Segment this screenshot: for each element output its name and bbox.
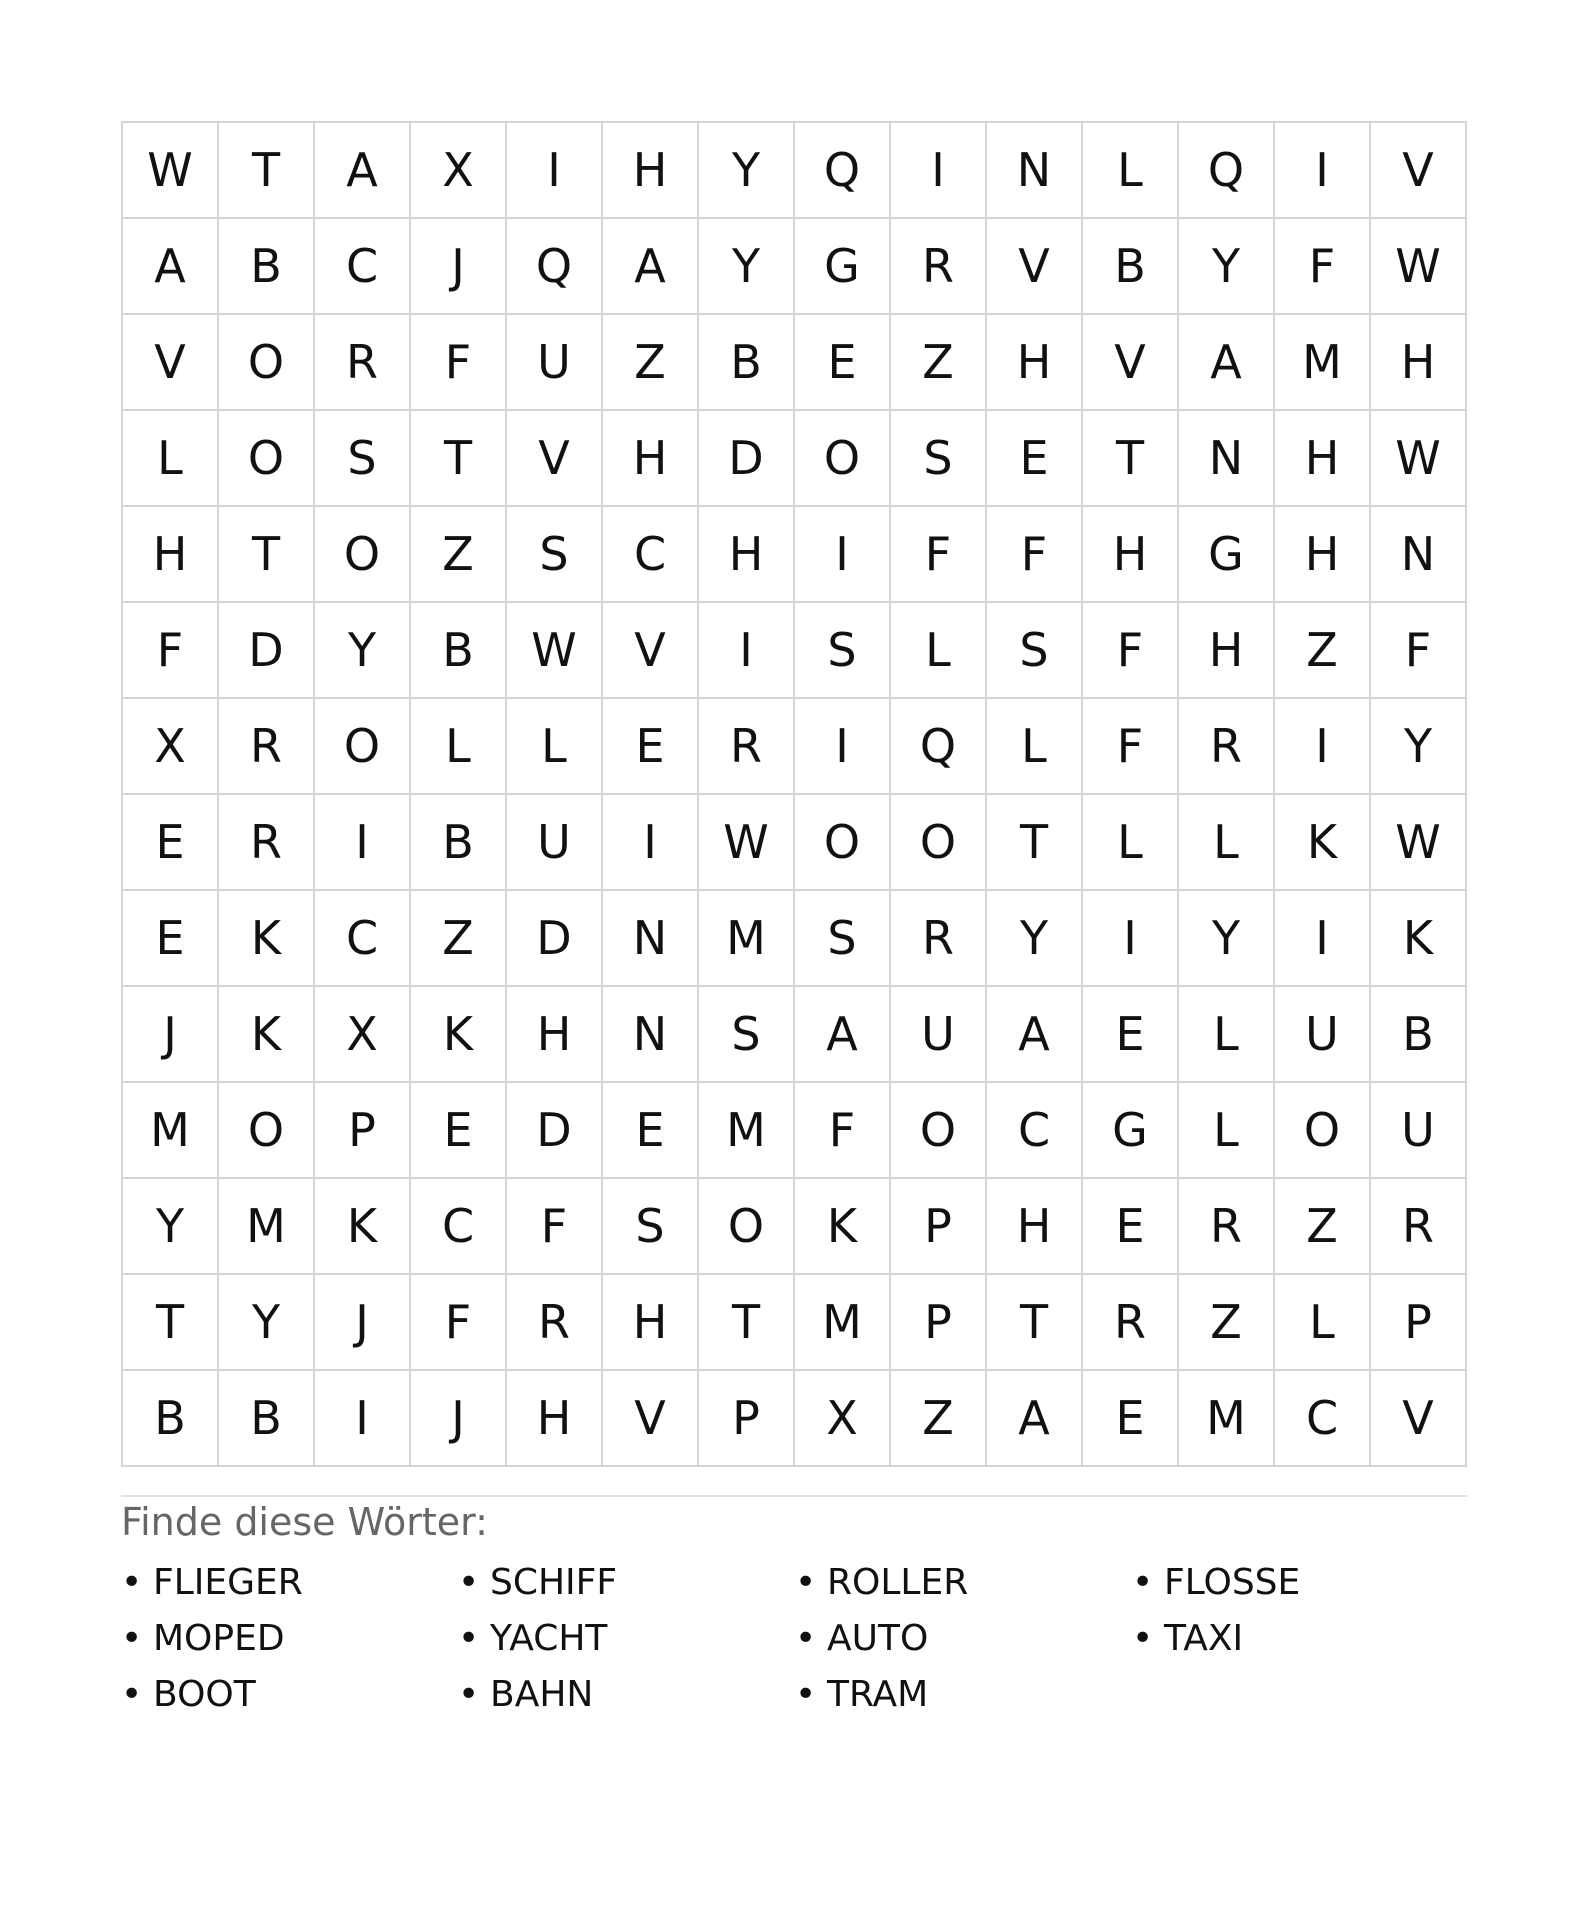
grid-cell[interactable]: M bbox=[795, 1275, 891, 1371]
grid-cell[interactable]: E bbox=[1083, 987, 1179, 1083]
grid-cell[interactable]: C bbox=[411, 1179, 507, 1275]
grid-cell[interactable]: W bbox=[1371, 219, 1467, 315]
grid-cell[interactable]: I bbox=[315, 795, 411, 891]
grid-cell[interactable]: O bbox=[315, 699, 411, 795]
grid-cell[interactable]: Y bbox=[699, 123, 795, 219]
grid-cell[interactable]: N bbox=[603, 891, 699, 987]
grid-cell[interactable]: R bbox=[891, 891, 987, 987]
grid-cell[interactable]: E bbox=[411, 1083, 507, 1179]
grid-cell[interactable]: P bbox=[891, 1275, 987, 1371]
grid-cell[interactable]: E bbox=[123, 891, 219, 987]
grid-cell[interactable]: W bbox=[1371, 411, 1467, 507]
grid-cell[interactable]: J bbox=[411, 219, 507, 315]
grid-cell[interactable]: C bbox=[315, 219, 411, 315]
grid-cell[interactable]: Z bbox=[891, 315, 987, 411]
grid-cell[interactable]: C bbox=[603, 507, 699, 603]
word-label: AUTO bbox=[827, 1618, 929, 1659]
grid-cell[interactable]: Y bbox=[219, 1275, 315, 1371]
grid-cell[interactable]: Q bbox=[1179, 123, 1275, 219]
grid-cell[interactable]: A bbox=[795, 987, 891, 1083]
grid-cell[interactable]: F bbox=[507, 1179, 603, 1275]
grid-cell[interactable]: K bbox=[219, 891, 315, 987]
grid-cell[interactable]: O bbox=[1275, 1083, 1371, 1179]
grid-cell[interactable]: I bbox=[315, 1371, 411, 1467]
word-list-item bbox=[121, 1555, 458, 1611]
grid-cell[interactable]: T bbox=[123, 1275, 219, 1371]
grid-cell[interactable]: S bbox=[795, 891, 891, 987]
grid-cell[interactable]: A bbox=[123, 219, 219, 315]
grid-cell[interactable]: N bbox=[1179, 411, 1275, 507]
grid-cell[interactable]: Y bbox=[1179, 891, 1275, 987]
grid-cell[interactable]: E bbox=[987, 411, 1083, 507]
grid-cell[interactable]: I bbox=[603, 795, 699, 891]
grid-cell[interactable]: M bbox=[123, 1083, 219, 1179]
grid-cell[interactable]: K bbox=[315, 1179, 411, 1275]
grid-cell[interactable]: S bbox=[699, 987, 795, 1083]
grid-cell[interactable]: I bbox=[1083, 891, 1179, 987]
word-list-item bbox=[1132, 1611, 1467, 1667]
grid-cell[interactable]: O bbox=[795, 411, 891, 507]
grid-cell[interactable]: H bbox=[603, 1275, 699, 1371]
grid-cell[interactable]: I bbox=[795, 507, 891, 603]
grid-cell[interactable]: I bbox=[1275, 891, 1371, 987]
grid-cell[interactable]: C bbox=[987, 1083, 1083, 1179]
grid-cell[interactable]: L bbox=[1083, 795, 1179, 891]
grid-cell[interactable]: V bbox=[1371, 123, 1467, 219]
bullet-icon: • bbox=[1132, 1562, 1154, 1603]
grid-cell[interactable]: X bbox=[315, 987, 411, 1083]
grid-cell[interactable]: U bbox=[507, 315, 603, 411]
grid-cell[interactable]: F bbox=[795, 1083, 891, 1179]
grid-cell[interactable]: T bbox=[219, 507, 315, 603]
grid-cell[interactable]: L bbox=[1179, 795, 1275, 891]
grid-cell[interactable]: O bbox=[219, 1083, 315, 1179]
grid-cell[interactable]: H bbox=[987, 315, 1083, 411]
grid-cell[interactable]: N bbox=[603, 987, 699, 1083]
grid-cell[interactable]: E bbox=[1083, 1179, 1179, 1275]
grid-cell[interactable]: R bbox=[507, 1275, 603, 1371]
grid-cell[interactable]: O bbox=[219, 315, 315, 411]
grid-cell[interactable]: I bbox=[891, 123, 987, 219]
grid-cell[interactable]: G bbox=[795, 219, 891, 315]
grid-cell[interactable]: A bbox=[315, 123, 411, 219]
grid-cell[interactable]: U bbox=[1275, 987, 1371, 1083]
word-label: TRAM bbox=[827, 1674, 929, 1715]
grid-cell[interactable]: T bbox=[219, 123, 315, 219]
grid-cell[interactable]: S bbox=[891, 411, 987, 507]
grid-cell[interactable]: H bbox=[507, 1371, 603, 1467]
word-list-item bbox=[458, 1667, 795, 1723]
grid-cell[interactable]: H bbox=[1083, 507, 1179, 603]
grid-cell[interactable]: L bbox=[1083, 123, 1179, 219]
grid-cell[interactable]: S bbox=[603, 1179, 699, 1275]
grid-cell[interactable]: L bbox=[1179, 987, 1275, 1083]
grid-cell[interactable]: A bbox=[1179, 315, 1275, 411]
grid-cell[interactable]: F bbox=[123, 603, 219, 699]
bullet-icon: • bbox=[795, 1562, 817, 1603]
grid-cell[interactable]: H bbox=[603, 123, 699, 219]
grid-cell[interactable]: Y bbox=[699, 219, 795, 315]
grid-cell[interactable]: R bbox=[1371, 1179, 1467, 1275]
grid-cell[interactable]: E bbox=[603, 699, 699, 795]
word-list bbox=[121, 1555, 1467, 1723]
grid-cell[interactable]: F bbox=[891, 507, 987, 603]
grid-cell[interactable]: L bbox=[1275, 1275, 1371, 1371]
grid-cell[interactable]: O bbox=[219, 411, 315, 507]
grid-cell[interactable]: H bbox=[603, 411, 699, 507]
grid-cell[interactable]: V bbox=[1083, 315, 1179, 411]
grid-cell[interactable]: H bbox=[699, 507, 795, 603]
grid-cell[interactable]: B bbox=[219, 219, 315, 315]
grid-cell[interactable]: C bbox=[1275, 1371, 1371, 1467]
word-label: FLOSSE bbox=[1164, 1562, 1301, 1603]
grid-cell[interactable]: E bbox=[603, 1083, 699, 1179]
grid-cell[interactable]: A bbox=[603, 219, 699, 315]
grid-cell[interactable]: U bbox=[507, 795, 603, 891]
grid-cell[interactable]: L bbox=[411, 699, 507, 795]
grid-cell[interactable]: P bbox=[1371, 1275, 1467, 1371]
grid-cell[interactable]: R bbox=[891, 219, 987, 315]
grid-cell[interactable]: V bbox=[603, 603, 699, 699]
grid-cell[interactable]: F bbox=[1083, 699, 1179, 795]
grid-cell[interactable]: U bbox=[1371, 1083, 1467, 1179]
grid-cell[interactable]: K bbox=[1275, 795, 1371, 891]
grid-cell[interactable]: V bbox=[987, 219, 1083, 315]
grid-cell[interactable]: H bbox=[123, 507, 219, 603]
grid-cell[interactable]: T bbox=[987, 795, 1083, 891]
grid-cell[interactable]: T bbox=[411, 411, 507, 507]
word-label: BAHN bbox=[490, 1674, 594, 1715]
grid-cell[interactable]: R bbox=[219, 795, 315, 891]
grid-cell[interactable]: I bbox=[795, 699, 891, 795]
grid-cell[interactable]: G bbox=[1083, 1083, 1179, 1179]
word-label: YACHT bbox=[490, 1618, 608, 1659]
grid-cell[interactable]: P bbox=[891, 1179, 987, 1275]
grid-cell[interactable]: M bbox=[1275, 315, 1371, 411]
word-list-item bbox=[121, 1611, 458, 1667]
grid-cell[interactable]: O bbox=[699, 1179, 795, 1275]
grid-cell[interactable]: L bbox=[1179, 1083, 1275, 1179]
grid-cell[interactable]: K bbox=[795, 1179, 891, 1275]
grid-cell[interactable]: M bbox=[699, 1083, 795, 1179]
grid-cell[interactable]: Z bbox=[1275, 603, 1371, 699]
grid-cell[interactable]: F bbox=[1275, 219, 1371, 315]
grid-cell[interactable]: V bbox=[507, 411, 603, 507]
grid-cell[interactable]: M bbox=[699, 891, 795, 987]
grid-cell[interactable]: H bbox=[987, 1179, 1083, 1275]
grid-cell[interactable]: N bbox=[1371, 507, 1467, 603]
word-label: TAXI bbox=[1164, 1618, 1244, 1659]
grid-cell[interactable]: F bbox=[411, 315, 507, 411]
word-list-item bbox=[458, 1611, 795, 1667]
grid-cell[interactable]: H bbox=[1275, 507, 1371, 603]
grid-cell[interactable]: B bbox=[219, 1371, 315, 1467]
grid-cell[interactable]: I bbox=[507, 123, 603, 219]
grid-cell[interactable]: Y bbox=[987, 891, 1083, 987]
grid-cell[interactable]: R bbox=[219, 699, 315, 795]
grid-cell[interactable]: V bbox=[1371, 1371, 1467, 1467]
grid-cell[interactable]: F bbox=[1371, 603, 1467, 699]
grid-cell[interactable]: I bbox=[1275, 699, 1371, 795]
grid-cell[interactable]: R bbox=[1179, 1179, 1275, 1275]
grid-cell[interactable]: F bbox=[1083, 603, 1179, 699]
grid-cell[interactable]: H bbox=[1179, 603, 1275, 699]
grid-cell[interactable]: T bbox=[699, 1275, 795, 1371]
word-list-heading: Finde diese Wörter: bbox=[121, 1500, 488, 1544]
bullet-icon: • bbox=[1132, 1618, 1154, 1659]
grid-cell[interactable]: J bbox=[315, 1275, 411, 1371]
grid-cell[interactable]: W bbox=[507, 603, 603, 699]
bullet-icon: • bbox=[458, 1562, 480, 1603]
grid-cell[interactable]: Y bbox=[1371, 699, 1467, 795]
grid-cell[interactable]: F bbox=[987, 507, 1083, 603]
word-list-item bbox=[1132, 1555, 1467, 1611]
grid-cell[interactable]: G bbox=[1179, 507, 1275, 603]
grid-cell[interactable]: E bbox=[123, 795, 219, 891]
bullet-icon: • bbox=[795, 1618, 817, 1659]
grid-cell[interactable]: B bbox=[1371, 987, 1467, 1083]
grid-cell[interactable]: U bbox=[891, 987, 987, 1083]
grid-cell[interactable]: Z bbox=[891, 1371, 987, 1467]
grid-cell[interactable]: V bbox=[603, 1371, 699, 1467]
grid-cell[interactable]: V bbox=[123, 315, 219, 411]
grid-cell[interactable]: M bbox=[1179, 1371, 1275, 1467]
grid-cell[interactable]: Y bbox=[123, 1179, 219, 1275]
grid-cell[interactable]: R bbox=[699, 699, 795, 795]
grid-cell[interactable]: Z bbox=[1275, 1179, 1371, 1275]
grid-cell[interactable]: D bbox=[507, 1083, 603, 1179]
word-list-item bbox=[458, 1555, 795, 1611]
grid-cell[interactable]: B bbox=[699, 315, 795, 411]
word-label: FLIEGER bbox=[153, 1562, 303, 1603]
bullet-icon: • bbox=[795, 1674, 817, 1715]
grid-cell[interactable]: K bbox=[219, 987, 315, 1083]
word-list-item bbox=[795, 1611, 1132, 1667]
grid-cell[interactable]: W bbox=[699, 795, 795, 891]
grid-cell[interactable]: D bbox=[699, 411, 795, 507]
grid-cell[interactable]: Z bbox=[1179, 1275, 1275, 1371]
grid-cell[interactable]: S bbox=[507, 507, 603, 603]
bullet-icon: • bbox=[121, 1618, 143, 1659]
grid-cell[interactable]: H bbox=[1371, 315, 1467, 411]
grid-cell[interactable]: E bbox=[795, 315, 891, 411]
word-label: ROLLER bbox=[827, 1562, 969, 1603]
grid-cell[interactable]: B bbox=[411, 795, 507, 891]
grid-cell[interactable]: I bbox=[699, 603, 795, 699]
grid-cell[interactable]: D bbox=[219, 603, 315, 699]
bullet-icon: • bbox=[458, 1674, 480, 1715]
grid-cell[interactable]: F bbox=[411, 1275, 507, 1371]
grid-cell[interactable]: J bbox=[411, 1371, 507, 1467]
grid-cell[interactable]: L bbox=[123, 411, 219, 507]
grid-cell[interactable]: X bbox=[411, 123, 507, 219]
grid-cell[interactable]: N bbox=[987, 123, 1083, 219]
grid-cell[interactable]: I bbox=[1275, 123, 1371, 219]
grid-cell[interactable]: P bbox=[699, 1371, 795, 1467]
grid-cell[interactable]: D bbox=[507, 891, 603, 987]
grid-cell[interactable]: M bbox=[219, 1179, 315, 1275]
grid-cell[interactable]: Z bbox=[411, 507, 507, 603]
grid-cell[interactable]: W bbox=[123, 123, 219, 219]
grid-cell[interactable]: R bbox=[315, 315, 411, 411]
grid-cell[interactable]: H bbox=[507, 987, 603, 1083]
grid-cell[interactable]: H bbox=[1275, 411, 1371, 507]
grid-cell[interactable]: Q bbox=[507, 219, 603, 315]
grid-cell[interactable]: W bbox=[1371, 795, 1467, 891]
word-label: SCHIFF bbox=[490, 1562, 618, 1603]
grid-cell[interactable]: B bbox=[1083, 219, 1179, 315]
grid-cell[interactable]: Z bbox=[603, 315, 699, 411]
grid-cell[interactable]: Z bbox=[411, 891, 507, 987]
grid-cell[interactable]: B bbox=[123, 1371, 219, 1467]
grid-cell[interactable]: Q bbox=[891, 699, 987, 795]
grid-cell[interactable]: O bbox=[891, 795, 987, 891]
grid-cell[interactable]: S bbox=[315, 411, 411, 507]
bullet-icon: • bbox=[121, 1674, 143, 1715]
grid-cell[interactable]: B bbox=[411, 603, 507, 699]
word-search-grid bbox=[121, 121, 1467, 1467]
grid-cell[interactable]: L bbox=[507, 699, 603, 795]
bullet-icon: • bbox=[458, 1618, 480, 1659]
grid-cell[interactable]: Y bbox=[1179, 219, 1275, 315]
grid-cell[interactable]: R bbox=[1083, 1275, 1179, 1371]
word-list-item bbox=[121, 1667, 458, 1723]
grid-cell[interactable]: X bbox=[795, 1371, 891, 1467]
grid-cell[interactable]: K bbox=[1371, 891, 1467, 987]
grid-cell[interactable]: X bbox=[123, 699, 219, 795]
word-label: BOOT bbox=[153, 1674, 256, 1715]
grid-cell[interactable]: T bbox=[1083, 411, 1179, 507]
word-list-item bbox=[795, 1555, 1132, 1611]
grid-cell[interactable]: O bbox=[795, 795, 891, 891]
grid-cell[interactable]: T bbox=[987, 1275, 1083, 1371]
grid-cell[interactable]: P bbox=[315, 1083, 411, 1179]
bullet-icon: • bbox=[121, 1562, 143, 1603]
word-list-item bbox=[795, 1667, 1132, 1723]
grid-cell[interactable]: O bbox=[315, 507, 411, 603]
word-label: MOPED bbox=[153, 1618, 285, 1659]
grid-cell[interactable]: A bbox=[987, 987, 1083, 1083]
grid-cell[interactable]: C bbox=[315, 891, 411, 987]
grid-cell[interactable]: S bbox=[795, 603, 891, 699]
grid-cell[interactable]: Q bbox=[795, 123, 891, 219]
grid-cell[interactable]: E bbox=[1083, 1371, 1179, 1467]
grid-cell[interactable]: Y bbox=[315, 603, 411, 699]
grid-cell[interactable]: S bbox=[987, 603, 1083, 699]
grid-cell[interactable]: J bbox=[123, 987, 219, 1083]
grid-cell[interactable]: K bbox=[411, 987, 507, 1083]
grid-cell[interactable]: L bbox=[987, 699, 1083, 795]
grid-cell[interactable]: O bbox=[891, 1083, 987, 1179]
grid-cell[interactable]: R bbox=[1179, 699, 1275, 795]
grid-cell[interactable]: A bbox=[987, 1371, 1083, 1467]
grid-cell[interactable]: L bbox=[891, 603, 987, 699]
